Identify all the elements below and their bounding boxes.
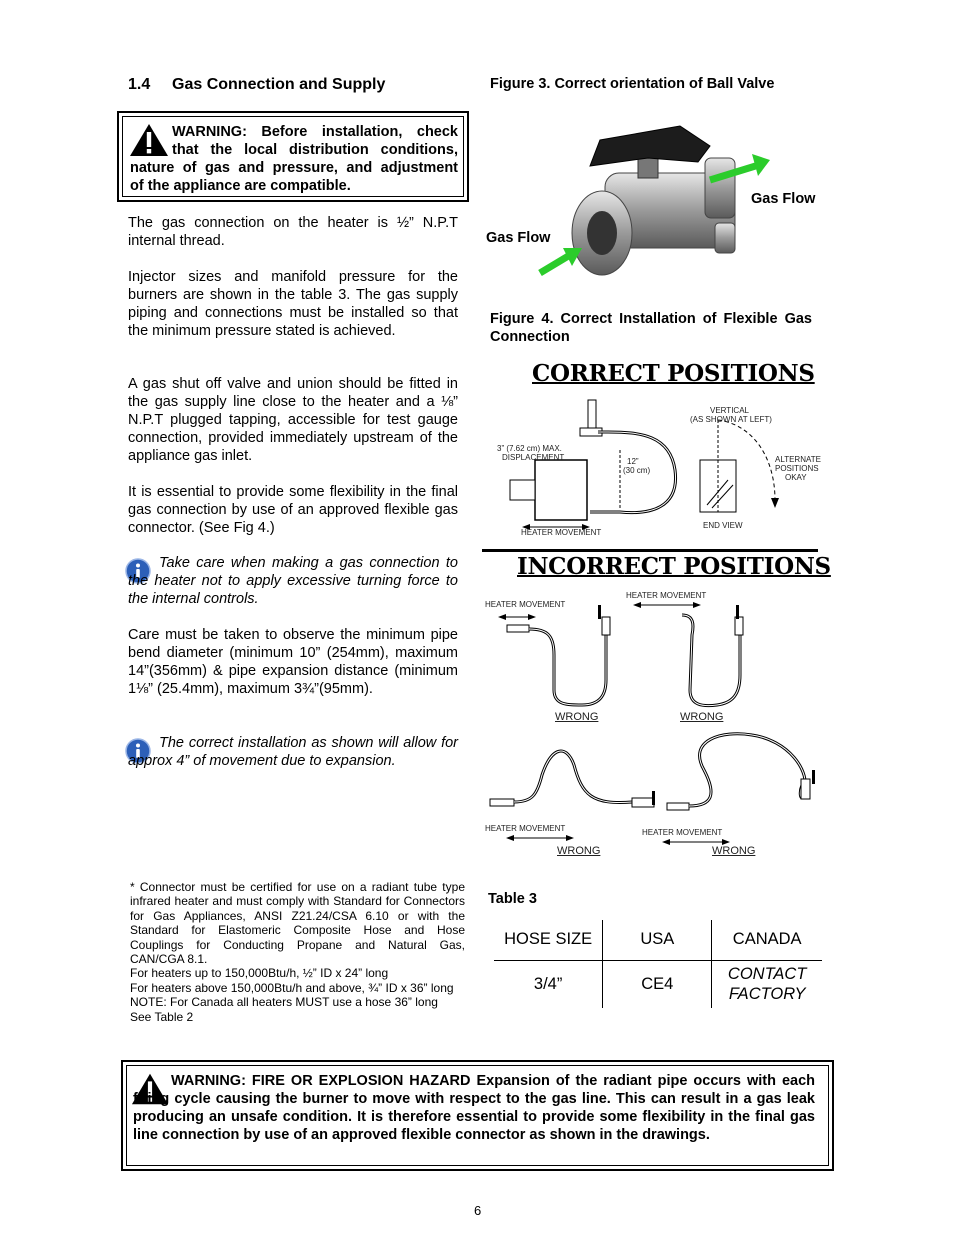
footnote-canada-note: NOTE: For Canada all heaters MUST use a hose 36” long [130,995,438,1010]
cell-canada-line1: CONTACT [727,965,807,984]
note-turning-force: Take care when making a gas connection to the heater not to apply excessive turning force to the internal controls. [128,555,458,607]
warning-top-line1: WARNING: Before installation, check [172,124,458,140]
wrong-label: WRONG [712,845,756,857]
cell-hose-size: 3/4” [494,960,603,1008]
warning-top-line4: of the appliance are compatible. [130,178,351,194]
length-label-2: (30 cm) [623,466,651,475]
header-usa: USA [603,920,712,960]
displacement-label-1: 3” (7.62 cm) MAX. [497,444,562,453]
footnote-large-heaters: For heaters above 150,000Btu/h and above, ¾” ID x 36” long [130,980,454,995]
paragraph-gas-connection: The gas connection on the heater is ½” N.P.T internal thread. [128,215,458,249]
section-heading [128,76,385,94]
section-title: Gas Connection and Supply [172,76,386,93]
warning-bottom-text: WARNING: FIRE OR EXPLOSION HAZARD Expansion of the radiant pipe occurs with each firing cycle causing the burner to move with respect to the gas line. This can result in a gas leak producing an unsafe condition. It is therefore essential to provide some flexibility in the final gas line connection by use of an approved flexible connector as shown in the drawings. [133,1073,815,1143]
warning-top-line2: that the local distribution conditions, [172,142,458,158]
ball-valve-illustration [530,118,780,288]
gas-flow-label-left: Gas Flow [486,230,551,246]
page-number: 6 [474,1203,482,1218]
cell-usa: CE4 [603,960,712,1008]
paragraph-shutoff-valve: A gas shut off valve and union should be fitted in the gas supply line close to the heater and a ⅛” N.P.T plugged tapping, accessible for test gauge connection, provided immediately upstream of the appliance gas inlet. [128,376,458,464]
heater-movement-label: HEATER MOVEMENT [485,600,566,609]
correct-positions-title: CORRECT POSITIONS [532,360,815,387]
paragraph-injector-sizes: Injector sizes and manifold pressure for the burners are shown in the table 3. The gas supply piping and connections must be installed so that the minimum pressure stated is achieved. [128,269,458,339]
end-view-label: END VIEW [703,521,743,530]
alternate-label-2: POSITIONS [775,464,819,473]
footnote-see-table: See Table 2 [130,1009,194,1024]
heater-movement-label: HEATER MOVEMENT [626,591,707,600]
heater-movement-label: HEATER MOVEMENT [521,528,602,537]
wrong-label: WRONG [555,711,599,723]
warning-top-line3: nature of gas and pressure, and adjustment [130,160,458,176]
table3 [494,920,822,1008]
figure4-caption: Figure 4. Correct Installation of Flexible Gas Connection [490,311,812,345]
cell-canada [712,960,822,1008]
warning-box-bottom [121,1060,834,1171]
paragraph-pipe-bend: Care must be taken to observe the minimum pipe bend diameter (minimum 10” (254mm), maximum 14”(356mm) & pipe expansion distance (minimum 1⅛” (25.4mm), maximum 3¾”(95mm). [128,627,458,697]
incorrect-positions-diagram [482,595,822,860]
displacement-label-2: DISPLACEMENT [502,453,565,462]
correct-positions-diagram [490,390,810,540]
header-hose-size: HOSE SIZE [494,920,603,960]
wrong-label: WRONG [680,711,724,723]
section-number: 1.4 [128,76,151,93]
length-label-1: 12” [627,457,639,466]
footnote-small-heaters: For heaters up to 150,000Btu/h, ½” ID x 24” long [130,966,389,981]
paragraph-flexibility: It is essential to provide some flexibility in the final gas connection by use of an approved flexible gas connector. (See Fig 4.) [128,484,458,536]
table3-title: Table 3 [488,891,537,907]
figure3-caption: Figure 3. Correct orientation of Ball Valve [490,76,775,92]
warning-box-top [117,111,469,202]
heater-movement-label: HEATER MOVEMENT [485,824,566,833]
note-expansion-movement: The correct installation as shown will allow for approx 4” of movement due to expansion. [128,735,458,769]
cell-canada-line2: FACTORY [728,985,806,1004]
warning-triangle-icon [129,123,169,157]
footnote-block [130,880,465,1024]
gas-flow-label-right: Gas Flow [751,191,816,207]
vertical-label-1: VERTICAL [710,406,749,415]
footnote-certification: * Connector must be certified for use on a radiant tube type infrared heater and must comply with Standard for Connectors for Gas Appliances, ANSI Z21.24/CSA 6.10 or with the Standard for Elastomeric Composite Hose and Hose Couplings for Conducting Propane and Natural Gas, CAN/CGA 8.1. [130,880,465,967]
alternate-label-1: ALTERNATE [775,455,821,464]
alternate-label-3: OKAY [785,473,807,482]
figure-divider [482,549,818,552]
heater-movement-label: HEATER MOVEMENT [642,828,723,837]
wrong-label: WRONG [557,845,601,857]
vertical-label-2: (AS SHOWN AT LEFT) [690,415,772,424]
header-canada: CANADA [732,930,802,949]
incorrect-positions-title: INCORRECT POSITIONS [517,553,831,580]
